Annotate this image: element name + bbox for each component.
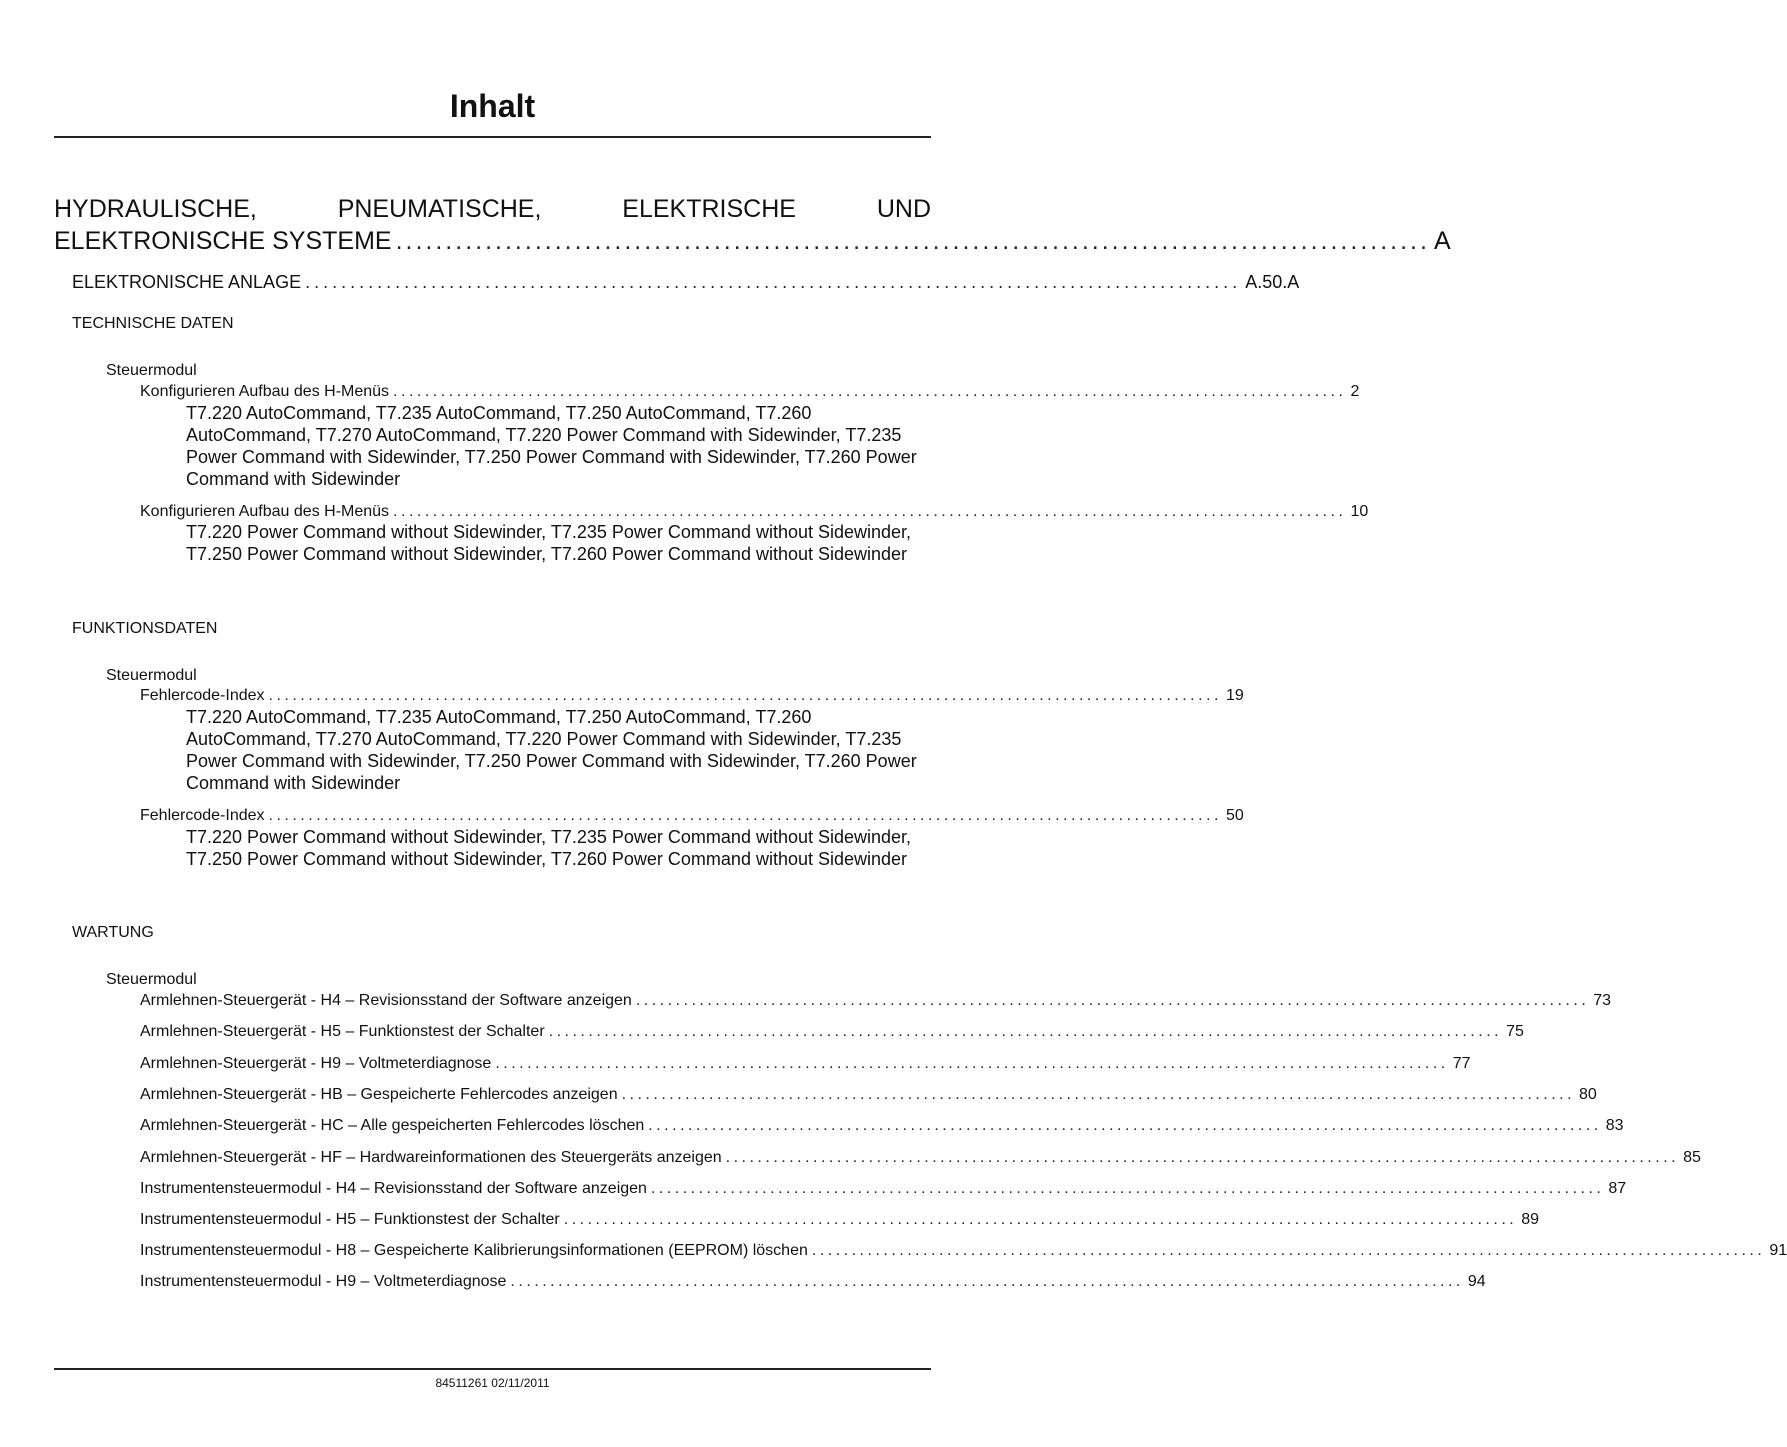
dot-leader: ........................................................................................................................ xyxy=(393,503,1347,520)
entry-label: Armlehnen-Steuergerät - H9 – Voltmeterdiagnose xyxy=(140,1055,492,1072)
dot-leader: ........................................................................................................................ xyxy=(811,1242,1766,1259)
chapter-title-line2: ELEKTRONISCHE SYSTEME xyxy=(54,227,392,255)
dot-leader: ........................................................................................................................ xyxy=(648,1117,1602,1134)
entry-page: 83 xyxy=(1605,1117,1624,1134)
entry-label: Instrumentensteuermodul - H4 – Revisionsstand der Software anzeigen xyxy=(140,1180,647,1197)
group-title: Steuermodul xyxy=(106,971,197,988)
entry-page: 50 xyxy=(1225,807,1244,824)
entry-page: 87 xyxy=(1608,1180,1627,1197)
dot-leader: ........................................................................................................................ xyxy=(268,807,1222,824)
entry-page: 80 xyxy=(1579,1086,1597,1103)
footer-doc-id: 84511261 02/11/2011 xyxy=(435,1376,550,1390)
toc-entry[interactable] xyxy=(140,382,1360,402)
page-title: Inhalt xyxy=(449,88,536,124)
section-title: ELEKTRONISCHE ANLAGE xyxy=(72,272,302,292)
entry-page: 19 xyxy=(1225,687,1244,704)
footer-rule xyxy=(54,1368,931,1370)
dot-leader: ........................................................................................................ xyxy=(395,227,1430,255)
dot-leader: ........................................................................................................................ xyxy=(495,1055,1449,1072)
entry-models: T7.220 AutoCommand, T7.235 AutoCommand, T7.250 AutoCommand, T7.260 AutoCommand, T7.270 AutoCommand, T7.220 Power Command with Sidewinder, T7.235 Power Command with Sidewinder, T7.250 Power Command with Sidewinder, T7.260 Power Command with Sidewinder xyxy=(186,403,917,489)
entry-label: Armlehnen-Steuergerät - HB – Gespeicherte Fehlercodes anzeigen xyxy=(140,1086,618,1103)
subsection-heading: WARTUNG xyxy=(72,924,154,941)
toc-entry[interactable] xyxy=(140,806,1244,826)
dot-leader: ........................................................................................................................ xyxy=(510,1273,1464,1290)
entry-page: 77 xyxy=(1452,1055,1471,1072)
toc-entry[interactable] xyxy=(140,1022,1524,1042)
entry-page: 85 xyxy=(1683,1149,1701,1166)
section-ref: A.50.A xyxy=(1245,272,1300,292)
subsection-heading: TECHNISCHE DATEN xyxy=(72,315,234,332)
dot-leader: ........................................................................................................................ xyxy=(725,1149,1680,1166)
header-rule xyxy=(54,136,931,138)
entry-page: 89 xyxy=(1521,1211,1539,1228)
entry-label: Armlehnen-Steuergerät - HC – Alle gespeicherten Fehlercodes löschen xyxy=(140,1117,645,1134)
toc-entry[interactable] xyxy=(140,1210,1539,1230)
entry-label: Konfigurieren Aufbau des H-Menüs xyxy=(140,383,390,400)
dot-leader: ........................................................................................................................ xyxy=(393,383,1347,400)
toc-entry[interactable] xyxy=(140,502,1369,522)
toc-entry[interactable] xyxy=(140,991,1612,1011)
toc-entry[interactable] xyxy=(140,1085,1597,1105)
entry-label: Armlehnen-Steuergerät - H4 – Revisionsstand der Software anzeigen xyxy=(140,992,632,1009)
toc-entry[interactable] xyxy=(140,1272,1486,1292)
entry-label: Armlehnen-Steuergerät - H5 – Funktionstest der Schalter xyxy=(140,1023,545,1040)
chapter-entry[interactable] xyxy=(54,193,1451,257)
entry-page: 75 xyxy=(1506,1023,1524,1040)
toc-entry[interactable] xyxy=(140,1241,1787,1261)
entry-label: Armlehnen-Steuergerät - HF – Hardwareinformationen des Steuergeräts anzeigen xyxy=(140,1149,722,1166)
chapter-title-line1: HYDRAULISCHE, PNEUMATISCHE, ELEKTRISCHE UND xyxy=(54,195,931,223)
entry-models: T7.220 Power Command without Sidewinder, T7.235 Power Command without Sidewinder, T7.250 Power Command without Sidewinder, T7.260 Power Command without Sidewinder xyxy=(186,522,912,564)
dot-leader: ........................................................................................................................ xyxy=(563,1211,1518,1228)
dot-leader: ........................................................................................................................ xyxy=(268,687,1222,704)
dot-leader: ........................................................................................................ xyxy=(305,272,1242,292)
dot-leader: ........................................................................................................................ xyxy=(548,1023,1503,1040)
entry-page: 91 xyxy=(1769,1242,1787,1259)
dot-leader: ........................................................................................................................ xyxy=(621,1086,1576,1103)
entry-page: 10 xyxy=(1350,503,1369,520)
entry-page: 94 xyxy=(1467,1273,1486,1290)
entry-label: Fehlercode-Index xyxy=(140,807,265,824)
toc-entry[interactable] xyxy=(140,1116,1624,1136)
entry-label: Fehlercode-Index xyxy=(140,687,265,704)
entry-models: T7.220 AutoCommand, T7.235 AutoCommand, T7.250 AutoCommand, T7.260 AutoCommand, T7.270 AutoCommand, T7.220 Power Command with Sidewinder, T7.235 Power Command with Sidewinder, T7.250 Power Command with Sidewinder, T7.260 Power Command with Sidewinder xyxy=(186,707,917,793)
entry-label: Instrumentensteuermodul - H9 – Voltmeterdiagnose xyxy=(140,1273,507,1290)
section-entry[interactable] xyxy=(72,270,1300,294)
dot-leader: ........................................................................................................................ xyxy=(635,992,1590,1009)
toc-entry[interactable] xyxy=(140,1179,1627,1199)
group-title: Steuermodul xyxy=(106,362,197,379)
entry-models: T7.220 Power Command without Sidewinder, T7.235 Power Command without Sidewinder, T7.250 Power Command without Sidewinder, T7.260 Power Command without Sidewinder xyxy=(186,827,912,869)
toc-entry[interactable] xyxy=(140,1054,1471,1074)
entry-page: 2 xyxy=(1350,383,1360,400)
toc-entry[interactable] xyxy=(140,686,1244,706)
entry-label: Konfigurieren Aufbau des H-Menüs xyxy=(140,503,390,520)
subsection-heading: FUNKTIONSDATEN xyxy=(72,620,218,637)
toc-entry[interactable] xyxy=(140,1148,1701,1168)
entry-page: 73 xyxy=(1593,992,1612,1009)
dot-leader: ........................................................................................................................ xyxy=(650,1180,1605,1197)
entry-label: Instrumentensteuermodul - H8 – Gespeicherte Kalibrierungsinformationen (EEPROM) löschen xyxy=(140,1242,808,1259)
chapter-ref: A xyxy=(1433,227,1451,255)
entry-label: Instrumentensteuermodul - H5 – Funktionstest der Schalter xyxy=(140,1211,560,1228)
group-title: Steuermodul xyxy=(106,667,197,684)
